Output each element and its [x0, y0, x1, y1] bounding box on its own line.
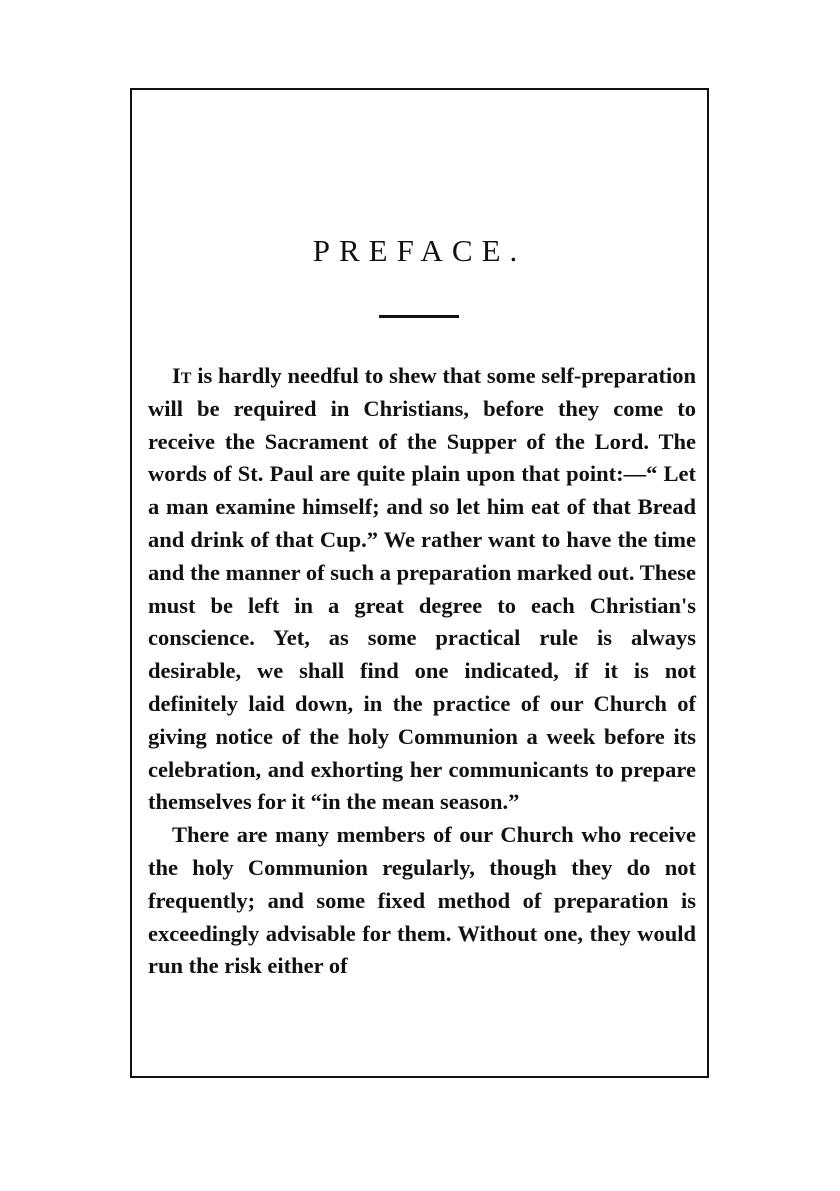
- page-frame: [130, 88, 709, 1078]
- page-title: PREFACE.: [312, 233, 527, 268]
- body-text: [148, 360, 696, 983]
- paragraph-1-text: is hardly needful to shew that some self-preparation will be required in Christians, before they come to receive the Sacrament of the Supper of the Lord. The words of St. Paul are quite plain upon that point:—“ Let a man examine himself; and so let him eat of that Bread and drink of that Cup.” We rather want to have the time and the manner of such a preparation marked out. These must be left in a great degree to each Christian's conscience. Yet, as some practical rule is always desirable, we shall find one indicated, if it is not definitely laid down, in the practice of our Church of giving notice of the holy Communion a week before its celebration, and exhorting her communicants to prepare themselves for it “in the mean season.”: [148, 363, 696, 815]
- paragraph-1: [148, 360, 696, 819]
- title-rule: [379, 315, 459, 318]
- paragraph-1-lead: It: [172, 363, 192, 388]
- paragraph-2: There are many members of our Church who receive the holy Communion regularly, though they do not frequently; and some fixed method of preparation is exceedingly advisable for them. Without one, they would run the risk either of: [148, 822, 696, 979]
